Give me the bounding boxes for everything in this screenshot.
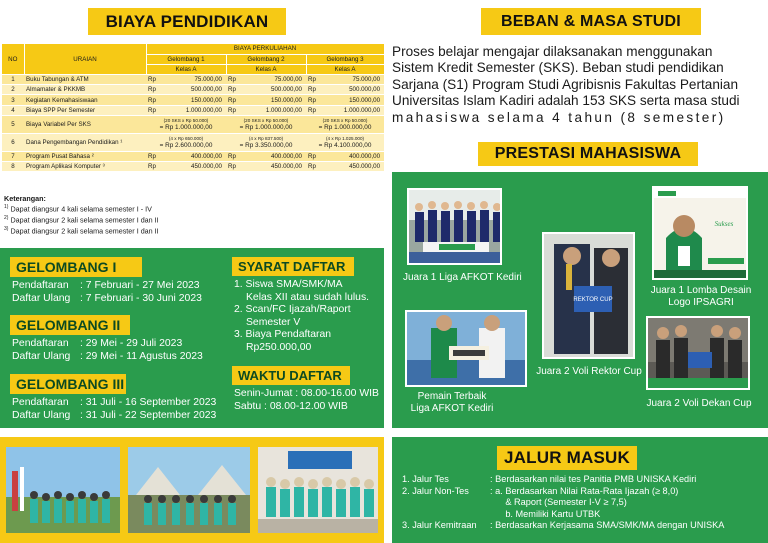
cell-uraian: Buku Tabungan & ATM [24, 75, 146, 85]
caption-pemain-terbaik [402, 391, 502, 415]
keterangan [4, 194, 159, 236]
table-row [2, 75, 384, 85]
syarat-title: SYARAT DAFTAR [232, 257, 354, 276]
schedule-value: : 7 Februari - 27 Mei 2023 [80, 280, 200, 291]
photo-pemain-terbaik [405, 310, 527, 387]
header-biaya-perkuliahan: BIAYA PERKULIAHAN [146, 44, 384, 54]
svg-text:REKTOR CUP: REKTOR CUP [573, 297, 613, 303]
jalur-key: 3. Jalur Kemitraan [402, 520, 477, 531]
cell-rp: Rp [226, 75, 240, 85]
table-row [2, 85, 384, 95]
cell-formula: (20 SKS x Rp 50.000) [163, 118, 209, 124]
cell-no: 1 [2, 75, 24, 85]
schedule-value: : 7 Februari - 30 Juni 2023 [80, 292, 202, 304]
prestasi-title: PRESTASI MAHASISWA [478, 142, 698, 166]
header-gelombang-3: Gelombang 3 [306, 54, 384, 64]
schedule-label: Pendaftaran [12, 397, 69, 408]
cell-value: 400.000,00 [320, 151, 384, 161]
photo-campus-group [4, 445, 122, 535]
schedule-value: : 29 Mei - 11 Agustus 2023 [80, 350, 203, 362]
cell-no: 5 [2, 115, 24, 133]
waktu-title: WAKTU DAFTAR [232, 366, 350, 385]
cell-value: 450.000,00 [240, 162, 306, 172]
schedule-label: Pendaftaran [12, 338, 69, 349]
note-item [4, 225, 159, 236]
group-photo-image [128, 447, 252, 535]
cell-rp: Rp [226, 95, 240, 105]
schedule-value: : 29 Mei - 29 Juli 2023 [80, 338, 183, 349]
photo-lomba-desain [652, 186, 748, 280]
beban-title: BEBAN & MASA STUDI [481, 8, 701, 35]
design-poster-image [654, 188, 748, 280]
gelombang-1-title: GELOMBANG I [10, 257, 142, 277]
cell-rp: Rp [146, 75, 160, 85]
note-mark: 1) [4, 204, 9, 211]
cell-value: 400.000,00 [160, 151, 226, 161]
table-row [2, 105, 384, 115]
cell-rp: Rp [146, 95, 160, 105]
cell-no: 7 [2, 151, 24, 161]
table-row [2, 151, 384, 161]
cell-uraian: Dana Pengembangan Pendidikan ¹ [24, 133, 146, 151]
cell-value: 1.000.000,00 [320, 105, 384, 115]
gelombang-2-title: GELOMBANG II [10, 315, 130, 335]
cell-uraian: Program Pusat Bahasa ² [24, 151, 146, 161]
gelombang-3-schedule [12, 397, 216, 422]
cell-value [306, 115, 384, 133]
beban-line: Sistem Kredit Semester (SKS). Beban studi pendidikan [392, 60, 724, 76]
cell-total: = Rp 1.000.000,00 [318, 124, 372, 132]
photo-outdoor-group [126, 445, 252, 535]
cell-value [226, 133, 306, 151]
jalur-value: : a. Berdasarkan Nilai Rata-Rata Ijazah (≥ 8,0) [490, 485, 679, 496]
note-mark: 2) [4, 215, 9, 222]
cell-rp: Rp [306, 95, 320, 105]
cell-no: 6 [2, 133, 24, 151]
caption-line: Pemain Terbaik [417, 391, 487, 402]
jalur-item [402, 497, 724, 509]
header-kelas-2: Kelas A [226, 64, 306, 74]
keterangan-title: Keterangan: [4, 194, 46, 203]
cell-value [146, 133, 226, 151]
beban-line: Proses belajar mengajar dilaksanakan menggunakan [392, 44, 713, 59]
gelombang-2-schedule [12, 338, 203, 363]
cell-value: 500.000,00 [240, 85, 306, 95]
cell-total: = Rp 4.100.000,00 [318, 142, 372, 150]
cell-rp: Rp [146, 151, 160, 161]
caption-liga-afkot: Juara 1 Liga AFKOT Kediri [403, 272, 522, 283]
header-kelas-1: Kelas A [146, 64, 226, 74]
schedule-value: : 31 Juli - 16 September 2023 [80, 397, 217, 408]
syarat-list [234, 279, 369, 355]
photo-voli-dekan [646, 316, 750, 390]
cell-total: = Rp 1.000.000,00 [239, 124, 293, 132]
cell-uraian: Biaya Variabel Per SKS [24, 115, 146, 133]
cell-value: 75.000,00 [320, 75, 384, 85]
cell-formula: (4 x Rp 837.500) [248, 136, 284, 142]
jalur-key [402, 509, 490, 521]
cell-value: 1.000.000,00 [240, 105, 306, 115]
cell-rp: Rp [306, 151, 320, 161]
cell-rp: Rp [226, 105, 240, 115]
table-row [2, 115, 384, 133]
beban-description [392, 44, 760, 126]
cell-value: 150.000,00 [240, 95, 306, 105]
waktu-list [234, 388, 379, 413]
jalur-item [402, 486, 724, 498]
cell-rp: Rp [226, 162, 240, 172]
cell-value: 75.000,00 [160, 75, 226, 85]
jalur-title: JALUR MASUK [497, 446, 637, 470]
table-row [2, 162, 384, 172]
svg-text:Sukses: Sukses [714, 220, 734, 228]
cell-total: = Rp 3.350.000,00 [239, 142, 293, 150]
cell-rp: Rp [146, 162, 160, 172]
cell-value: 150.000,00 [160, 95, 226, 105]
biaya-title: BIAYA PENDIDIKAN [88, 8, 286, 35]
jalur-key [402, 497, 490, 509]
jalur-item [402, 509, 724, 521]
syarat-line: Semester V [246, 316, 301, 328]
note-text: Dapat diangsur 2 kali selama semester I dan II [10, 215, 159, 225]
cell-value: 450.000,00 [320, 162, 384, 172]
cell-formula: (20 SKS x Rp 50.000) [243, 118, 289, 124]
cell-uraian: Biaya SPP Per Semester [24, 105, 146, 115]
caption-voli-dekan: Juara 2 Voli Dekan Cup [646, 398, 752, 409]
schedule-label: Daftar Ulang [12, 292, 71, 304]
syarat-line: 1. Siswa SMA/SMK/MA [234, 279, 343, 290]
team-photo-image [409, 190, 502, 265]
cell-uraian: Kegiatan Kemahasiswaan [24, 95, 146, 105]
note-mark: 3) [4, 226, 9, 232]
waktu-line: Sabtu : 08.00-12.00 WIB [234, 400, 348, 412]
schedule-label: Daftar Ulang [12, 409, 71, 421]
table-row [2, 133, 384, 151]
gelombang-3-title: GELOMBANG III [10, 374, 126, 394]
cell-rp: Rp [226, 85, 240, 95]
cell-formula: (20 SKS x Rp 50.000) [322, 118, 368, 124]
caption-voli-rektor: Juara 2 Voli Rektor Cup [536, 366, 642, 377]
beban-line: Universitas Islam Kadiri adalah 153 SKS serta masa studi [392, 93, 740, 109]
cell-rp: Rp [146, 85, 160, 95]
cell-rp: Rp [306, 162, 320, 172]
cell-rp: Rp [306, 75, 320, 85]
jalur-value: : Berdasarkan Kerjasama SMA/SMK/MA dengan UNISKA [490, 520, 725, 531]
note-text: Dapat diangsur 4 kali selama semester I - IV [10, 204, 152, 214]
cell-value: 450.000,00 [160, 162, 226, 172]
cell-value: 500.000,00 [160, 85, 226, 95]
team-photo-image [648, 318, 750, 390]
photo-liga-afkot [407, 188, 502, 265]
cell-total: = Rp 1.000.000,00 [159, 124, 213, 132]
caption-line: Juara 1 Lomba Desain [650, 285, 752, 296]
caption-line: Liga AFKOT Kediri [410, 403, 494, 414]
cell-rp: Rp [226, 151, 240, 161]
photo-indoor-group [256, 445, 380, 535]
caption-line: Logo IPSAGRI [668, 297, 734, 308]
schedule-value: : 31 Juli - 22 September 2023 [80, 409, 217, 421]
syarat-line: Rp250.000,00 [246, 341, 312, 353]
gelombang-1-schedule [12, 280, 202, 305]
cell-no: 3 [2, 95, 24, 105]
cell-value [306, 133, 384, 151]
syarat-line: 3. Biaya Pendaftaran [234, 329, 332, 341]
cell-rp: Rp [306, 105, 320, 115]
cell-no: 4 [2, 105, 24, 115]
header-gelombang-2: Gelombang 2 [226, 54, 306, 64]
jalur-list [402, 474, 724, 532]
cell-formula: (4 x Rp 650.000) [168, 136, 204, 142]
waktu-line: Senin-Jumat : 08.00-16.00 WIB [234, 388, 379, 399]
cell-value: 75.000,00 [240, 75, 306, 85]
syarat-line: 2. Scan/FC Ijazah/Raport [234, 304, 351, 316]
cell-value: 1.000.000,00 [160, 105, 226, 115]
cell-value: 500.000,00 [320, 85, 384, 95]
header-gelombang-1: Gelombang 1 [146, 54, 226, 64]
jalur-value: & Raport (Semester I-V ≥ 7,5) [490, 497, 627, 508]
jalur-value: b. Memiliki Kartu UTBK [490, 508, 601, 519]
schedule-row [12, 397, 216, 410]
jalur-key: 2. Jalur Non-Tes [402, 485, 469, 496]
header-kelas-3: Kelas A [306, 64, 384, 74]
cell-uraian: Program Aplikasi Komputer ³ [24, 162, 146, 172]
volleyball-photo-image [544, 234, 635, 359]
cell-uraian: Almamater & PKKMB [24, 85, 146, 95]
cell-value [146, 115, 226, 133]
cell-formula: (4 x Rp 1.025.000) [325, 136, 365, 142]
note-text: Dapat diangsur 2 kali selama semester I dan II [10, 226, 159, 236]
photo-voli-rektor [542, 232, 635, 359]
jalur-item [402, 474, 724, 486]
syarat-line: Kelas XII atau sudah lulus. [246, 291, 370, 303]
group-photo-image [6, 447, 122, 535]
schedule-row [12, 410, 216, 423]
schedule-row [12, 280, 202, 293]
cell-no: 2 [2, 85, 24, 95]
beban-line: Sarjana (S1) Program Studi Agribisnis Fakultas Pertanian [392, 76, 739, 92]
jalur-key: 1. Jalur Tes [402, 474, 449, 484]
schedule-row [12, 338, 203, 351]
cell-rp: Rp [306, 85, 320, 95]
award-photo-image [407, 312, 527, 387]
schedule-label: Pendaftaran [12, 280, 69, 291]
note-item [4, 214, 159, 225]
cell-value: 150.000,00 [320, 95, 384, 105]
cell-value: 400.000,00 [240, 151, 306, 161]
fee-table [2, 44, 385, 172]
cell-rp: Rp [146, 105, 160, 115]
schedule-label: Daftar Ulang [12, 350, 71, 362]
header-uraian: URAIAN [24, 44, 146, 75]
jalur-item [402, 520, 724, 532]
header-no: NO [2, 44, 24, 75]
jalur-value: : Berdasarkan nilai tes Panitia PMB UNISKA Kediri [490, 474, 697, 484]
note-item [4, 203, 159, 214]
caption-lomba-desain [640, 285, 762, 309]
schedule-row [12, 351, 203, 364]
schedule-row [12, 293, 202, 306]
table-row [2, 95, 384, 105]
group-photo-image [258, 447, 380, 535]
beban-line: mahasiswa selama 4 tahun (8 semester) [392, 109, 726, 125]
cell-total: = Rp 2.600.000,00 [159, 142, 213, 150]
cell-no: 8 [2, 162, 24, 172]
cell-value [226, 115, 306, 133]
